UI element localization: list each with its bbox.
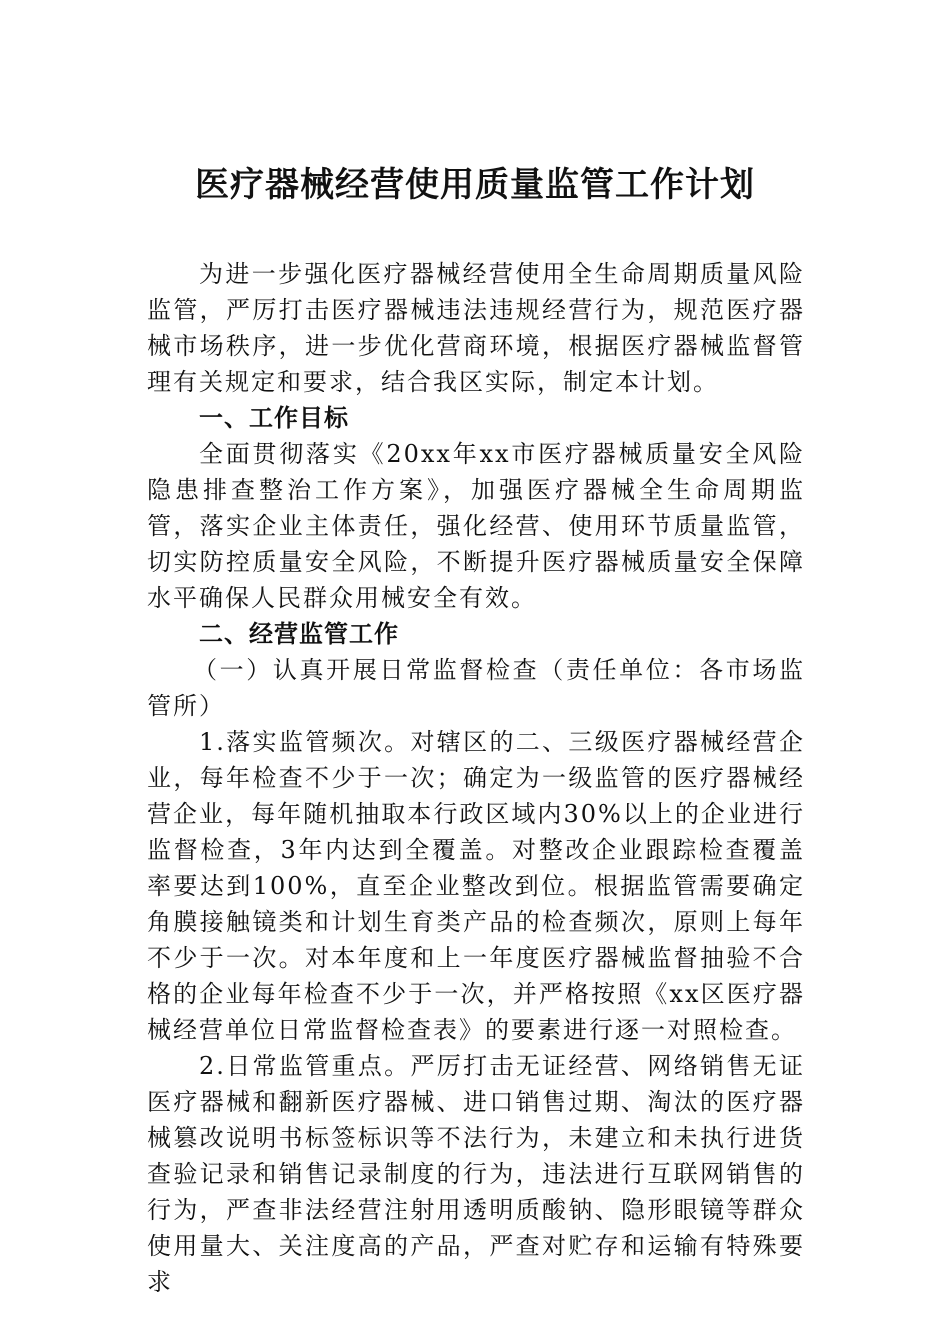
document-title: 医疗器械经营使用质量监管工作计划 bbox=[195, 165, 755, 205]
document-body bbox=[147, 256, 805, 1300]
item-paragraph-focus: 2.日常监管重点。严厉打击无证经营、网络销售无证医疗器械和翻新医疗器械、进口销售过期、淘汰的医疗器械篡改说明书标签标识等不法行为，未建立和未执行进货查验记录和销售记录制度的行为，违法进行互联网销售的行为，严查非法经营注射用透明质酸钠、隐形眼镜等群众使用量大、关注度高的产品，严查对贮存和运输有特殊要求 bbox=[147, 1052, 805, 1296]
section-heading-goals: 一、工作目标 bbox=[199, 404, 349, 432]
subsection-heading-inspection: （一）认真开展日常监督检查（责任单位：各市场监管所） bbox=[147, 656, 805, 720]
item-paragraph-frequency: 1.落实监管频次。对辖区的二、三级医疗器械经营企业，每年检查不少于一次；确定为一级监管的医疗器械经营企业，每年随机抽取本行政区域内30%以上的企业进行监督检查，3年内达到全覆盖。对整改企业跟踪检查覆盖率要达到100%，直至企业整改到位。根据监管需要确定角膜接触镜类和计划生育类产品的检查频次，原则上每年不少于一次。对本年度和上一年度医疗器械监督抽验不合格的企业每年检查不少于一次，并严格按照《xx区医疗器械经营单位日常监督检查表》的要素进行逐一对照检查。 bbox=[147, 728, 805, 1044]
goals-paragraph: 全面贯彻落实《20xx年xx市医疗器械质量安全风险隐患排查整治工作方案》，加强医疗器械全生命周期监管，落实企业主体责任，强化经营、使用环节质量监管，切实防控质量安全风险，不断提升医疗器械质量安全保障水平确保人民群众用械安全有效。 bbox=[147, 440, 805, 612]
intro-paragraph: 为进一步强化医疗器械经营使用全生命周期质量风险监管，严厉打击医疗器械违法违规经营行为，规范医疗器械市场秩序，进一步优化营商环境，根据医疗器械监督管理有关规定和要求，结合我区实际，制定本计划。 bbox=[147, 260, 805, 396]
section-heading-supervision: 二、经营监管工作 bbox=[199, 620, 399, 648]
